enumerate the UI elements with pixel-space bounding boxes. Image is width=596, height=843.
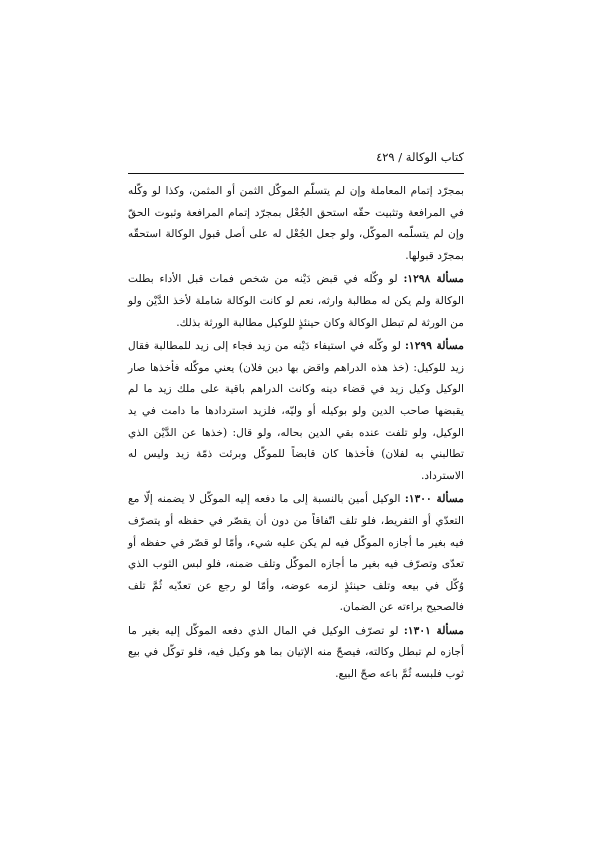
- running-header: [128, 149, 464, 165]
- page-body: [128, 180, 464, 685]
- paragraph-issue-1301: [128, 620, 464, 685]
- paragraph-text: لو وكّله في قبض دَيْنه من شخص فمات قبل الأداء بطلت الوكالة ولم يكن له مطالبة وارثه، نعم لو كانت الوكالة شاملة لأخذ الدَّيْن ولو من الورثة لم تبطل الوكالة وكان حينئذٍ للوكيل مطالبة الورثة بذلك.: [128, 272, 464, 329]
- issue-label: مسألة ١٣٠٠:: [404, 492, 464, 506]
- header-rule: [128, 173, 464, 174]
- paragraph-continuation: [128, 180, 464, 266]
- paragraph-text: الوكيل أمين بالنسبة إلى ما دفعه إليه الموكّل لا يضمنه إلّا مع التعدّي أو التفريط، فلو تلف اتّفاقاً من دون أن يقصّر في حفظه أو يتصرّف فيه بغير ما أجازه الموكّل فيه لم يكن عليه شيء، وأمّا لو قصّر في حفظه أو تعدّى وتصرّف فيه بغير ما أجازه الموكّل وتلف ضمنه، فلو لبس الثوب الذي وُكّل في بيعه وتلف حينئذٍ لزمه عوضه، وأمّا لو رجع عن تعدّيه ثُمَّ تلف فالصحيح براءته عن الضمان.: [128, 492, 464, 614]
- paragraph-issue-1298: [128, 268, 464, 333]
- paragraph-text: لو تصرّف الوكيل في المال الذي دفعه الموكّل إليه بغير ما أجازه لم تبطل وكالته، فيصحّ منه الإتيان بما هو وكيل فيه، فلو توكّل في بيع ثوب فلبسه ثُمَّ باعه صحّ البيع.: [128, 623, 464, 681]
- paragraph-text: لو وكّله في استيفاء دَيْنه من زيد فجاء إلى زيد للمطالبة فقال زيد للوكيل: (خذ هذه الدراهم واقض بها دين فلان) يعني موكّله فأخذها صار الوكيل وكيل زيد في قضاء دينه وكانت الدراهم باقية على ملك زيد ما لم يقبضها صاحب الدين ولو بوكيله أو وليّه، فلزيد استردادها ما دامت في يد الوكيل، ولو تلفت عنده بقي الدين بحاله، ولو قال: (خذها عن الدَّيْن الذي تطالبني به لفلان) فأخذها كان قابضاً للموكّل وبرئت ذمّة زيد وليس له الاسترداد.: [128, 339, 464, 482]
- issue-label: مسألة ١٣٠١:: [403, 623, 464, 637]
- paragraph-issue-1299: [128, 335, 464, 486]
- issue-label: مسألة ١٢٩٩:: [405, 339, 464, 353]
- paragraph-text: بمجرّد إتمام المعاملة وإن لم يتسلّم الموكّل الثمن أو المثمن، وكذا لو وكّله في المرافعة وتثبيت حقّه استحق الجُعْل بمجرّد إتمام المرافعة وثبوت الحقّ وإن لم يتسلّمه الموكّل، ولو جعل الجُعْل له على أصل قبول الوكالة استحقّه بمجرّد قبولها.: [128, 184, 464, 262]
- running-title: كتاب الوكالة / ٤٢٩: [376, 150, 464, 164]
- issue-label: مسألة ١٢٩٨:: [403, 272, 464, 286]
- paragraph-issue-1300: [128, 488, 464, 618]
